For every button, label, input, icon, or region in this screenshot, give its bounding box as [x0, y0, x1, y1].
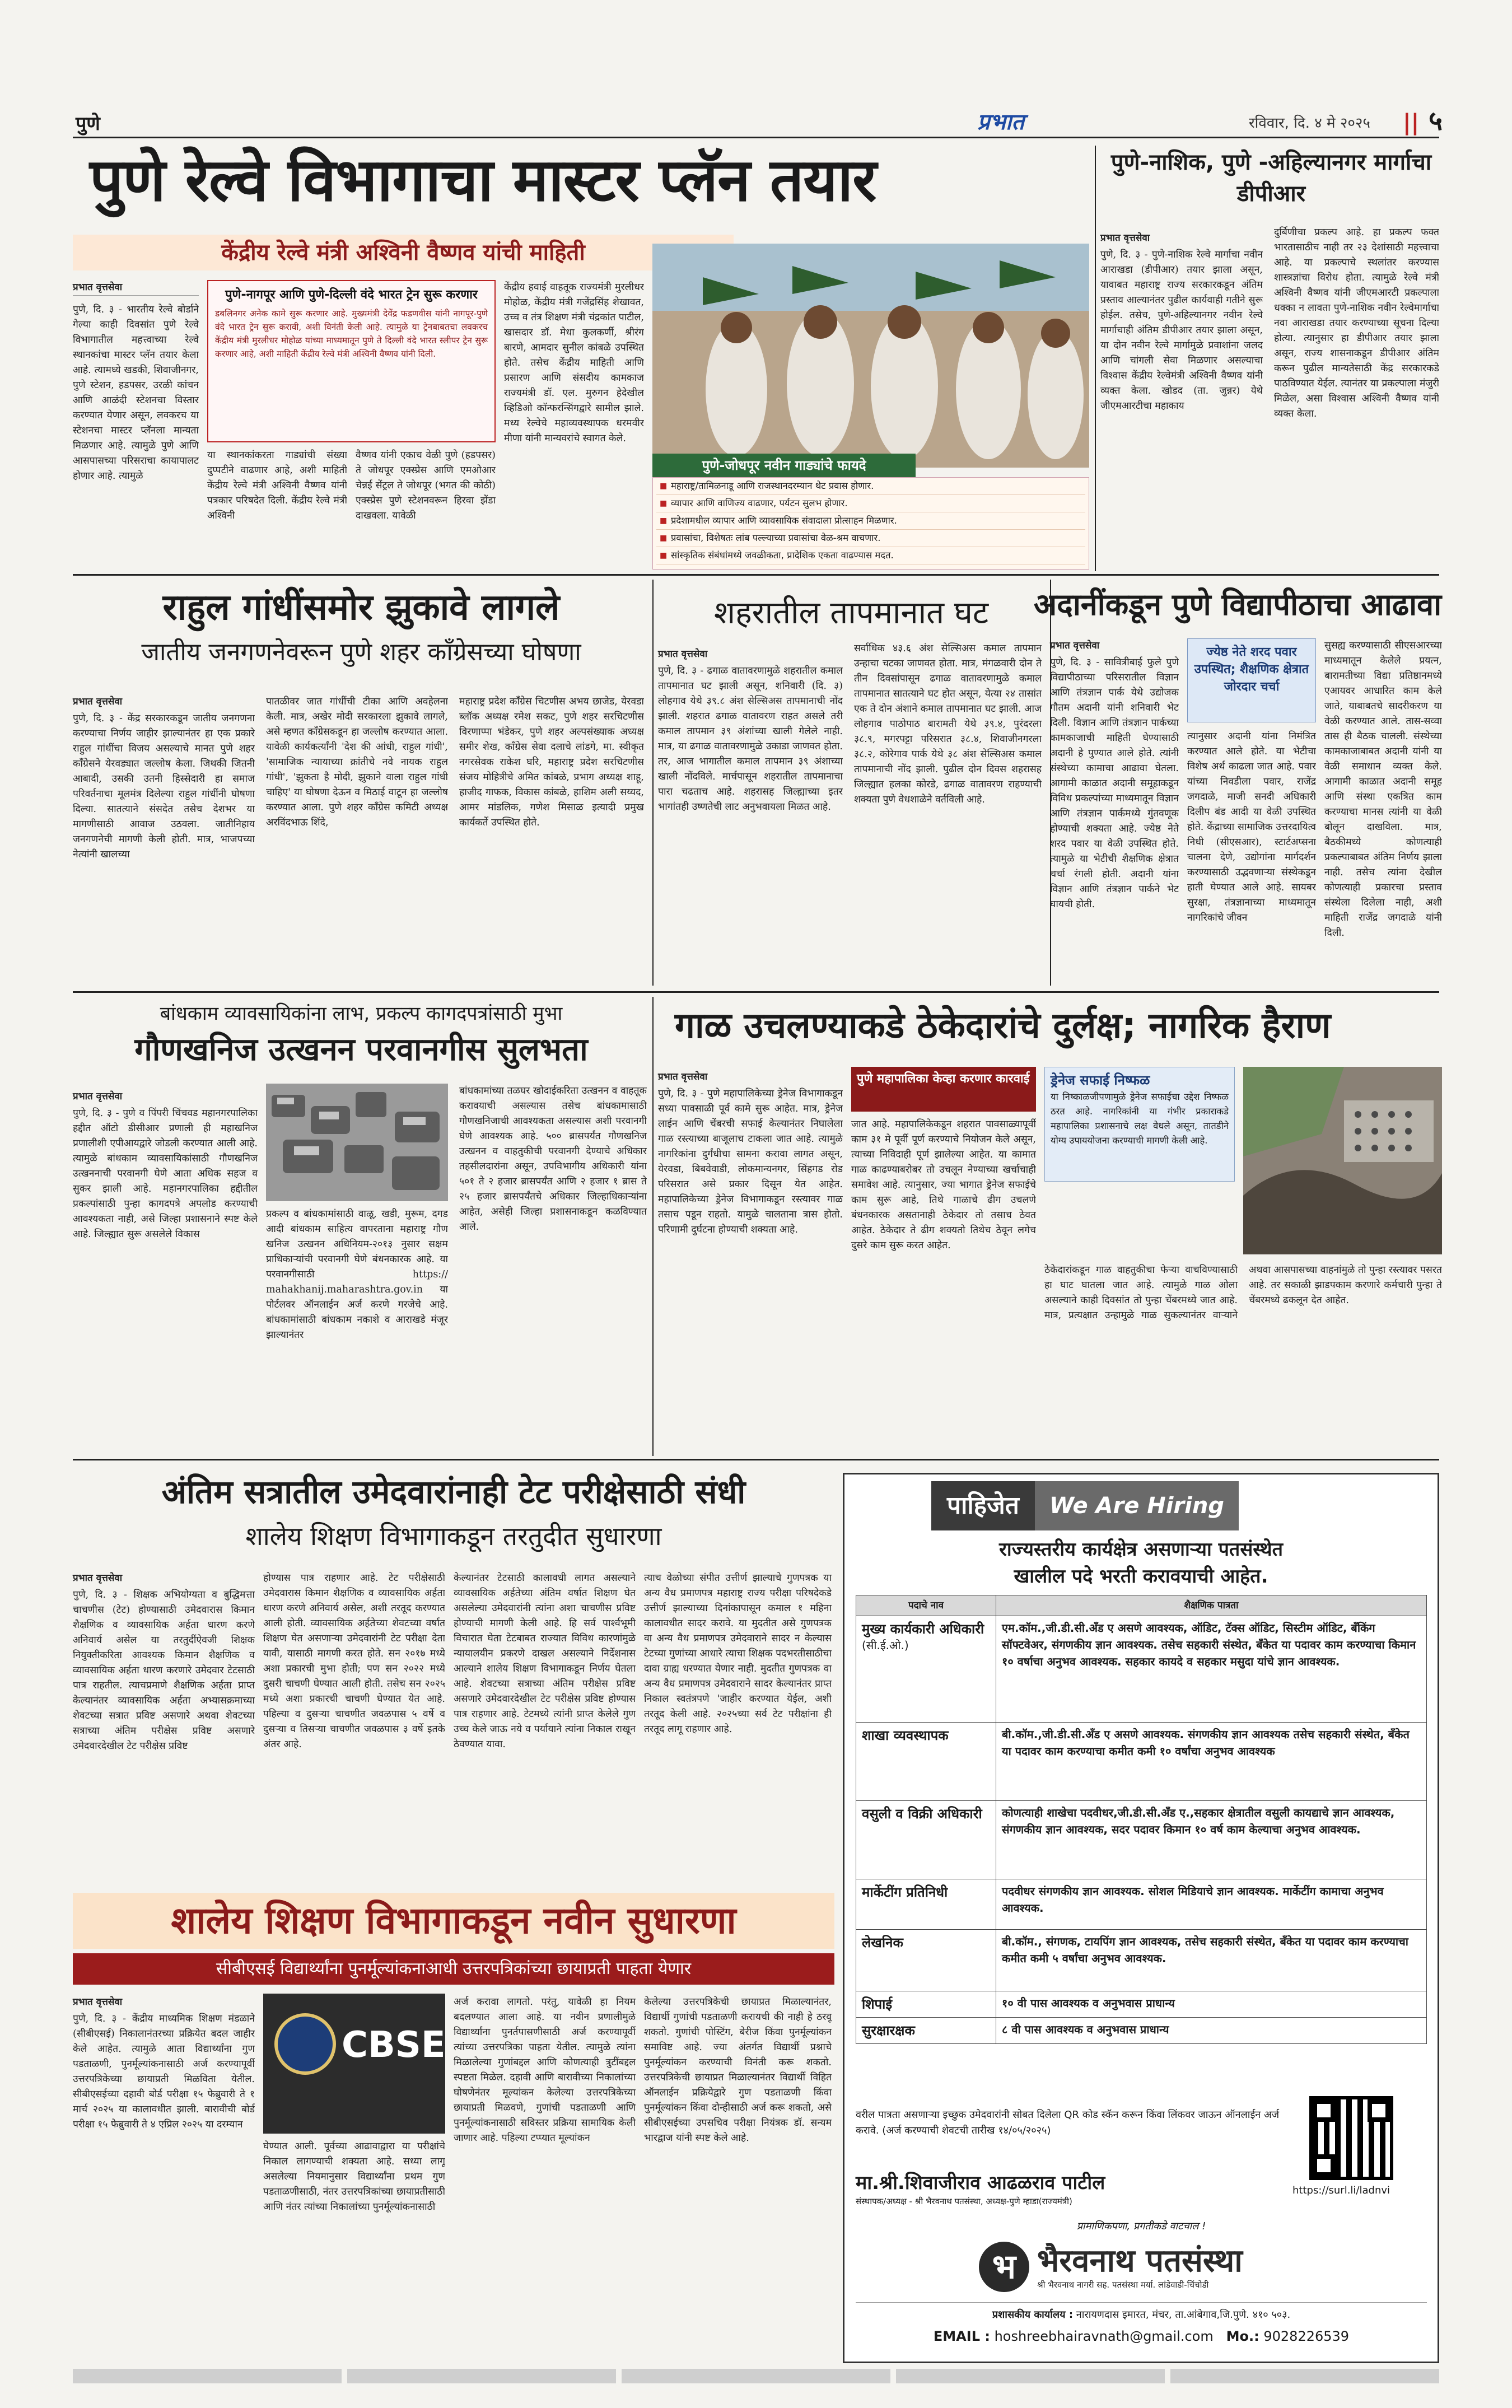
byline: प्रभात वृत्तसेवा [658, 1071, 708, 1082]
badge-marathi: पाहिजेत [931, 1481, 1035, 1530]
story-pune-nashik-dpr [1100, 147, 1442, 572]
post-qualification: १० वी पास आवश्यक व अनुभवास प्राधान्य [996, 1991, 1427, 2018]
post-qualification: एम.कॉम.,जी.डी.सी.ॲंड ए असणे आवश्यक, ऑडिट, टॅक्स ऑडिट, सिस्टीम ऑडिट, बँकिंग सॉफ्टवेअर, संगणकीय ज्ञान आवश्यक. तसेच सहकारी संस्थेत, बँकेत या पदावर काम करण्याचा किमान १० वर्षाचा अनुभव आवश्यक. सहकार कायदे व सहकार मसुदा यांचे ज्ञान आवश्यक. [996, 1616, 1427, 1723]
byline: प्रभात वृत्तसेवा [73, 696, 123, 707]
column-3: महाराष्ट्र प्रदेश काँग्रेस चिटणीस अभय छाजेड, येरवडा ब्लॉक अध्यक्ष रमेश सकट, पुणे शहर सरचिटणीस विरणाप्पा भंडेकर, पुणे शहर अल्पसंख्याक अध्यक्ष समीर शेख, काँग्रेस सेवा दलाचे लांडगे, मा. स्वीकृत नगरसेवक राकेश घरि, महाराष्ट्र प्रदेश सरचिटणीस संजय मोहित्रीचे अमित कांबळे, प्रभाग अध्यक्ष शाहू, हाजीद गाफक, विकास कांबळे, हाशिम अली सय्यद, आमर मांडलिक, गणेश मिसाळ इत्यादी प्रमुख कार्यकर्ते उपस्थित होते. [459, 696, 644, 828]
section-label: पुणे [76, 113, 100, 135]
column-2: जात आहे. महापालिकेकडून शहरात पावसाळ्यापूर्वी काम ३१ मे पूर्वी पूर्ण करण्याचे नियोजन केले असून, त्याच्या निविदाही पूर्ण झालेल्या आहेत. या कामात गाळ काढण्याबरोबर तो उचलून नेण्याच्या खर्चाचाही समावेश आहे. त्यानुसार, ज्या भागात ड्रेनेज सफाईचे काम सुरू आहे, तिथे गाळाचे ढीग उचलणे बंधनकारक असतानाही ठेकेदार तो तसाच ठेवत आहेत. ठेकेदार ते ढीग शक्यतो तिथेच ठेवून लगेच दुसरे काम सुरू करत आहेत. [851, 1119, 1036, 1251]
boxed-sharad-pawar [1187, 638, 1316, 722]
post-qualification: बी.कॉम.,जी.डी.सी.ॲंड ए असणे आवश्यक. संगणकीय ज्ञान आवश्यक तसेच सहकारी संस्थेत, बँकेत या पदावर काम करण्याचा कमीत कमी १० वर्षांचा अनुभव आवश्यक [996, 1723, 1427, 1801]
page-number: || ५ [1403, 105, 1443, 137]
column-1: पुणे, दि. ३ - पुणे महापालिकेच्या ड्रेनेज विभागाकडून सध्या पावसाळी पूर्व कामे सुरू आहेत. मात्र, ड्रेनेज लाईन आणि चेंबरची सफाई केल्यानंतर निघालेला गाळ रस्त्याच्या बाजूलाच टाकला जात आहे. त्यामुळे नागरिकांना दुर्गंधीचा सामना करावा लागत असून, येरवडा, बिबवेवाडी, लोकमान्यनगर, सिंहगड रोड परिसरात असे प्रकार दिसून येत आहेत. महापालिकेच्या ड्रेनेज विभागाकडून रस्त्यावर गाळ तसाच पडून राहतो. यामुळे चालताना त्रास होतो. परिणामी दुर्घटना होण्याची शक्यता आहे. [658, 1088, 843, 1235]
column-4: त्याच वेळोच्या संपीत उत्तीर्ण झाल्याचे गुणपत्रक या अन्य वैध प्रमाणपत्र महाराष्ट्र राज्य परीक्षा परिषदेकडे उत्तीर्ण झाल्याच्या दिनांकापासून कमाल १ महिना कालावधीत सादर करावे. या मुदतीत असे गुणपत्रक वा अन्य वैध प्रमाणपत्र उमेदवाराने सादर न केल्यास टेटच्या गुणांच्या आधारे त्याचा शिक्षक पदभरतीसाठीचा दावा ग्राह्य धरण्यात येणार नाही. मुदतीत गुणपत्रक वा अन्य वैध प्रमाणपत्र उमेदवाराने सादर केल्यानंतर प्राप्त निकाल स्वतंत्रपणे 'जाहीर करण्यात येईल, अशी तरतूद केली आहे. २०२५च्या सर्व टेट परीक्षांना ही तरतूद लागू राहणार आहे. [644, 1572, 832, 1735]
post-sub: (सी.ई.ओ.) [862, 1639, 909, 1652]
table-row [856, 2018, 1427, 2044]
column-1: पुणे, दि. ३ - ढगाळ वातावरणामुळे शहरातील कमाल तापमानात घट झाली असून, शनिवारी (दि. ३) लोहगाव येथे ३९.८ अंश सेल्सिअस तापमानाची नोंद झाली. शहरात ढगाळ वातावरण राहत असले तरी कमाल तापमान ३९ अंशांच्या खाली गेलेले नाही. मात्र, या ढगाळ वातावरणामुळे उकाडा जाणवत होता. तर, आज भागातील कमाल तापमान ३९ अंशाच्या खाली नोंदविले. मार्चपासून शहरातील तापमानाचा पारा चढताच आहे. शहरासह जिल्ह्याच्या इतर भागांतही उष्णतेची लाट अनुभवायला मिळत आहे. [658, 665, 843, 813]
column-3: अर्ज करावा लागतो. परंतु, यावेळी हा नियम बदलण्यात आला आहे. या नवीन प्रणालीमुळे विद्यार्थ्यांना पुनर्तपासणीसाठी अर्ज करण्यापूर्वी त्यांच्या उत्तरपत्रिका पाहता येतील. त्यामुळे त्यांना मिळालेल्या गुणांबद्दल आणि कोणत्याही त्रुटींबद्दल स्पष्टता मिळेल. दहावी आणि बारावीच्या निकालांच्या घोषणेनंतर मूल्यांकन केलेल्या उत्तरपत्रिकेच्या छायाप्रती मिळवणे, गुणांची पडताळणी आणि पुनर्मूल्यांकनासाठी सविस्तर प्रक्रिया सामायिक केली जाणार आहे. पहिल्या टप्प्यात मूल्यांकन [454, 1996, 636, 2144]
story-minor-mineral [73, 1000, 650, 1453]
post-qualification: पदवीधर संगणकीय ज्ञान आवश्यक. सोशल मिडियाचे ज्ञान आवश्यक. मार्केटींग कामाचा अनुभव आवश्यक. [996, 1879, 1427, 1930]
column-4: केंद्रीय हवाई वाहतूक राज्यमंत्री मुरलीधर मोहोळ, केंद्रीय मंत्री गजेंद्रसिंह शेखावत, उच्च व तंत्र शिक्षण मंत्री चंद्रकांत पाटील, खासदार डॉ. मेधा कुलकर्णी, श्रीरंग बारणे, आमदार सुनील कांबळे उपस्थित होते. तसेच केंद्रीय माहिती आणि प्रसारण आणि संसदीय कामकाज राज्यमंत्री डॉ. एल. मुरुगन हेदेखील व्हिडिओ कॉन्फरन्सिंगद्वारे सामील झाले. मध्य रेल्वेचे महाव्यवस्थापक धरमवीर मीणा यांनी मान्यवरांचे स्वागत केले. [504, 282, 644, 444]
column-3: सुसह्य करण्यासाठी सीएसआरच्या माध्यमातून केलेले प्रयत्न, बारामतीच्या विद्या प्रतिष्ठानमध्ये एआयवर आधारित काम केले जाते, याबाबतचे सादरीकरण या वेळी करण्यात आले. तास-सव्वा तास ही बैठक चालली. संस्थेच्या कामकाजाबाबत अदानी यांनी या वेळी समाधान व्यक्त केले. आगामी काळात अदानी समूह आणि संस्था एकत्रित काम करण्याचा मानस त्यांनी या वेळी बोलून दाखविला. मात्र, बैठकीमध्ये कोणत्याही प्रकल्पाबाबत अंतिम निर्णय झाला नाही. तसेच त्यांना देखील कोणत्याही प्रकारचा प्रस्ताव संस्थेला दिलेला नाही, अशी माहिती राजेंद्र जगदाळे यांनी दिली. [1324, 640, 1442, 939]
headline: अंतिम सत्रातील उमेदवारांनाही टेट परीक्षेसाठी संधी [161, 1473, 746, 1511]
jobs-table-wrap [856, 1595, 1427, 2044]
photo-illustration [652, 244, 1089, 468]
table-row [856, 1801, 1427, 1879]
post-qualification: बी.कॉम., संगणक, टायपिंग ज्ञान आवश्यक, तसेच सहकारी संस्थेत, बँकेत या पदावर काम करण्याचा कमीत कमी ५ वर्षांचा अनुभव आवश्यक. [996, 1930, 1427, 1991]
story-railway-masterplan [73, 143, 1098, 568]
headline: अदानींकडून पुणे विद्यापीठाचा आढावा [1033, 587, 1442, 622]
headline: पुणे-नाशिक, पुणे -अहिल्यानगर मार्गाचा डीपीआर [1110, 150, 1432, 207]
byline: प्रभात वृत्तसेवा [73, 282, 123, 293]
subhead: केंद्रीय रेल्वे मंत्री अश्विनी वैष्णव यांची माहिती [221, 240, 585, 265]
post-name: वसुली व विक्री अधिकारी [856, 1801, 996, 1879]
story-rahul-gandhi [73, 582, 650, 986]
column-4: केलेल्या उत्तरपत्रिकेची छायाप्रत मिळाल्यानंतर, विद्यार्थी गुणांची पडताळणी करायची की नाही हे ठरवू शकतो. गुणांची पोस्टिंग, बेरीज किंवा पुनर्मूल्यांकन समाविष्ट आहे. ज्या अंतर्गत विद्यार्थी प्रश्नाचे पुनर्मूल्यांकन करण्याची विनंती करू शकतो. उत्तरपत्रिकेची छायाप्रत मिळाल्यानंतर विद्यार्थी विहित ऑनलाईन प्रक्रियेद्वारे गुण पडताळणी किंवा पुनर्मूल्यांकन किंवा दोन्हीसाठी अर्ज करू शकतो, असे सीबीएसईच्या उपसचिव परीक्षा नियंत्रक डॉ. सन्यम भारद्वाज यांनी स्पष्ट केले आहे. [644, 1996, 832, 2144]
ad-contact [856, 2328, 1427, 2344]
byline: प्रभात वृत्तसेवा [1050, 640, 1100, 651]
post-name: शिपाई [856, 1991, 996, 2018]
headline: शहरातील तापमानात घट [713, 595, 989, 631]
post-name: मार्केटींग प्रतिनिधी [856, 1879, 996, 1930]
jobs-table [856, 1595, 1427, 2044]
column-3: केल्यानंतर टेटसाठी कालावधी लागत असल्याने व्यावसायिक अर्हतेच्या अंतिम वर्षात शिक्षण घेत असलेल्या उमेदवारांनी त्यांना अशा चाचणीस प्रविष्ट होण्याची मागणी केली आहे. हि सर्व पार्श्वभूमी विचारात घेता टेटबाबत राज्यात विविध कारणांमुळे न्यायालयीन प्रकरणे दाखल असल्याने निर्देशनास आल्याने शालेय शिक्षण विभागाकडून निर्णय घेतला आहे. शेवटच्या सत्राच्या अंतिम परीक्षेस प्रविष्ट असणारे उमेदवारदेखील टेट परीक्षेस प्रविष्ट होण्यास पात्र राहणार आहे. टेटमध्ये त्यांनी प्राप्त केलेले गुण उच्च केले जाऊ नये व पर्यायाने त्यांना निकाल राखून ठेवण्यात यावा. [454, 1572, 636, 1750]
col-header-qualification: शैक्षणिक पात्रता [996, 1595, 1427, 1616]
silt-heap-photo [1243, 1067, 1442, 1254]
post-name: सुरक्षारक्षक [856, 2018, 996, 2044]
headline: पुणे रेल्वे विभागाचा मास्टर प्लॅन तयार [90, 146, 876, 214]
headline: राहुल गांधींसमोर झुकावे लागले [162, 587, 560, 628]
page-header [0, 0, 1512, 137]
benefits-list [652, 477, 1089, 570]
ad-note: वरील पात्रता असणाऱ्या इच्छुक उमेदवारांनी सोबत दिलेला QR कोड स्कॅन करून किंवा लिंकवर जाऊन ऑनलाईन अर्ज करावे. (अर्ज करण्याची शेवटची तारीख १४/०५/२०२५) [856, 2109, 1280, 2136]
column-1: पुणे, दि. ३ - भारतीय रेल्वे बोर्डाने गेल्या काही दिवसांत पुणे रेल्वे विभागातील महत्त्वाच्या रेल्वे स्थानकांचा मास्टर प्लॅन तयार केला आहे. त्यामध्ये खडकी, शिवाजीनगर, पुणे स्टेशन, हडपसर, उरळी कांचन आणि आळंदी स्टेशनचा विस्तार करण्यात येणार असून, लवकरच या स्टेशनचा मास्टर प्लॅनला मान्यता मिळणार आहे. त्यामुळे पुणे आणि आसपासच्या परिसराचा कायापालट होणार आहे. त्यामुळे [73, 304, 199, 482]
box-text: डबलिनगर अनेक कामे सुरू करणार आहे. मुख्यमंत्री देवेंद्र फडणवीस यांनी नागपूर-पुणे वंदे भारत ट्रेन सुरू करावी, अशी विनंती केली आहे. त्यामुळे या ट्रेनबाबतचा लवकरच केंद्रीय मंत्री मुरलीधर मोहोळ यांच्या माध्यमातून पुणे ते दिल्ली वंदे भारत स्लीपर ट्रेन सुरू करणार आहे, अशी माहिती केंद्रीय रेल्वे मंत्री अश्विनी वैष्णव यांनी दिली. [215, 309, 488, 359]
ad-title-line1: राज्यस्तरीय कार्यक्षेत्र असणाऱ्या पतसंस्थेत [999, 1538, 1283, 1561]
column-2: दुर्बिणीचा प्रकल्प आहे. हा प्रकल्प फक्त भारतासाठीच नाही तर २३ देशांसाठी महत्त्वाचा आहे. या प्रकल्पाचे स्थलांतर करण्यास शास्त्रज्ञांचा विरोध होता. त्यामुळे रेल्वे मंत्री अश्विनी वैष्णव यांनी जीएमआरटी प्रकल्पाला धक्का न लावता पुणे-नाशिक नवीन रेल्वेमार्गाचा नवा आराखडा तयार करण्याच्या सूचना दिल्या होत्या. त्यानुसार हा डीपीआर तयार झाला असून, राज्य शासनाकडून डीपीआर अंतिम करून पुढील मान्यतेसाठी केंद्र सरकारकडे पाठविण्यात येईल. त्यानंतर या प्रकल्पाला मंजुरी मिळेल, असा विश्वास अश्विनी वैष्णव यांनी व्यक्त केला. [1274, 227, 1439, 419]
cbse-emblem-icon [274, 2013, 336, 2075]
boxed-corporation-action [851, 1067, 1036, 1112]
benefit-item: ■ सांस्कृतिक संबंधांमध्ये जवळीकता, प्रादेशिक एकता वाढण्यास मदत. [656, 547, 1085, 564]
box-title: पुणे महापालिका केव्हा करणार कारवाई [857, 1072, 1030, 1086]
column-2: घेण्यात आली. पूर्वच्या आढावाद्वारा या परीक्षांचे निकाल लागण्याची शक्यता आहे. सध्या लागू असलेल्या नियमानुसार विद्यार्थ्यांना प्रथम गुण पडताळणीसाठी, नंतर उत्तरपत्रिकांच्या छायाप्रतीसाठी आणि नंतर त्यांच्या निकालांच्या पुनर्मूल्यांकनासाठी [263, 2141, 445, 2213]
table-row [856, 1616, 1427, 1723]
byline: प्रभात वृत्तसेवा [1100, 232, 1150, 244]
byline: प्रभात वृत्तसेवा [73, 1091, 123, 1102]
photo-caption-bar [652, 454, 916, 477]
column-2: सर्वाधिक ४३.६ अंश सेल्सिअस कमाल तापमान उन्हाचा चटका जाणवत होता. मात्र, मंगळवारी दोन ते तीन दिवसांपासून ढगाळ वातावरणामुळे कमाल तापमानात सातत्याने घट होत असून, येत्या २४ तासांत एक ते दोन अंशाने कमाल तापमानात घट झाली. आज लोहगाव पाठोपाठ बारामती येथे ३९.४, पुरंदरला ३८.९, मगरपट्टा परिसरात ३८.४, शिवाजीनगरला ३८.२, कोरेगाव पार्क येथे ३८ अंश सेल्सिअस कमाल तापमानाची नोंद झाली. पुढील दोन दिवस शहरासह जिल्ह्यात हलका कोरडे, ढगाळ वातावरण राहण्याची शक्यता पुणे वेधशाळेने वर्तविली आहे. [854, 643, 1042, 805]
qr-code[interactable] [1309, 2096, 1393, 2180]
email-value[interactable]: hoshreebhairavnath@gmail.com [994, 2328, 1214, 2344]
date-line: रविवार, दि. ४ मे २०२५ [1249, 115, 1370, 132]
founder-title: संस्थापक/अध्यक्ष - श्री भैरवनाथ पतसंस्था, अध्यक्ष-पुणे म्हाडा(राज्यमंत्री) [856, 2196, 1072, 2206]
cbse-logo [263, 1994, 445, 2134]
ad-title-line2: खालील पदे भरती करावयाची आहेत. [1014, 1565, 1268, 1588]
column-2: होण्यास पात्र राहणार आहे. टेट परीक्षेसाठी उमेदवारास किमान शैक्षणिक व व्यावसायिक अर्हता धारण करणे अनिवार्य असेल, अशी तरतूद करण्यात आली होती. व्यावसायिक अर्हतेच्या शेवटच्या वर्षात शिक्षण घेत असणाऱ्या उमेदवारांनी टेट परीक्षा देता यावी, यासाठी मागणी करत होते. सन २०१७ मध्ये अशा प्रकारची मुभा होती; पण सन २०२२ मध्ये दुसरी चाचणी घेण्यात आली होती. तसेच सन २०२५ मध्ये अशा प्रकारची चाचणी घेण्यात येत आहे. पहिल्या व दुसऱ्या चाचणीत जवळपास ५ वर्षे व दुसऱ्या व तिसऱ्या चाचणीत जवळपास ३ वर्षे इतके अंतर आहे. [263, 1572, 445, 1750]
jobs-table-header [856, 1595, 1427, 1616]
subhead-band [73, 1953, 834, 1985]
boxed-vande-bharat [207, 280, 496, 442]
address-text: नारायणदास इमारत, मंचर, ता.आंबेगाव,जि.पुणे. ४१० ५०३. [1076, 2309, 1291, 2321]
kicker: बांधकाम व्यावसायिकांना लाभ, प्रकल्प कागदपत्रांसाठी मुभा [160, 1002, 563, 1025]
photo-caption: पुणे-जोधपूर नवीन गाड्यांचे फायदे [702, 458, 866, 473]
subhead: सीबीएसई विद्यार्थ्यांना पुनर्मूल्यांकनाआधी उत्तरपत्रिकांच्या छायाप्रती पाहता येणार [216, 1959, 692, 1978]
org-sub: श्री भैरवनाथ नागरी सह. पतसंस्था मर्या. लांडेवाडी-चिंचोडी [1037, 2280, 1209, 2290]
address-label: प्रशासकीय कार्यालय : [992, 2309, 1074, 2321]
box-title: ड्रेनेज सफाई निष्फळ [1051, 1072, 1150, 1088]
byline: प्रभात वृत्तसेवा [73, 1572, 123, 1584]
mobile-value[interactable]: 9028226539 [1263, 2328, 1350, 2344]
stone-quarry-photo [266, 1084, 448, 1201]
motto: प्रामाणिकपणा, प्रगतीकडे वाटचाल ! [1076, 2220, 1206, 2232]
subhead: शालेय शिक्षण विभागाकडून तरतुदीत सुधारणा [245, 1521, 662, 1551]
founder-name: मा.श्री.शिवाजीराव आढळराव पाटील [856, 2172, 1105, 2194]
story-silt-removal [658, 1000, 1442, 1453]
boxed-drainage-futile [1044, 1067, 1235, 1182]
column-1: पुणे, दि. ३ - पुणे-नाशिक रेल्वे मार्गाचा नवीन आराखडा (डीपीआर) तयार झाला असून, यावाबत महाराष्ट्र राज्य सरकारकडून अंतिम प्रस्ताव आल्यानंतर पुढील कार्यवाही गतीने सुरू होईल. तसेच, पुणे-अहिल्यानगर नवीन रेल्वे मार्गाचाही अंतिम डीपीआर तयार झाला असून, या दोन नवीन रेल्वे मार्गामुळे प्रवाशांना जलद आणि चांगली सेवा मिळणार असल्याचा विश्वास केंद्रीय रेल्वेमंत्री अश्विनी वैष्णव यांनी व्यक्त केला. खोडद (ता. जुन्नर) येथे जीएमआरटीचा महाकाय [1100, 249, 1263, 412]
story-adani-university [1033, 582, 1442, 986]
table-row [856, 1879, 1427, 1930]
column-1: पुणे, दि. ३ - शिक्षक अभियोग्यता व बुद्धिमत्ता चाचणीस (टेट) होण्यासाठी उमेदवारास किमान शैक्षणिक व व्यावसायिक अर्हता धारण करणे अनिवार्य असेल या तरतुदींऐवजी शिक्षक नियुक्तीकरिता आवश्यक किमान शैक्षणिक व व्यावसायिक अर्हता धारण करणारे उमेदवार टेटसाठी पात्र राहतील. त्याचप्रमाणे शैक्षणिक अर्हता प्राप्त केल्यानंतर व्यावसायिक अर्हता अभ्यासक्रमाच्या शेवटच्या सत्रात प्रविष्ट असणारे अथवा शेवटच्या सत्राच्या अंतिम परीक्षेस प्रविष्ट असणारे उमेदवारदेखील टेट परीक्षेस प्रविष्ट [73, 1589, 255, 1752]
story-tet-exam [73, 1467, 834, 1882]
cbse-logo-text: CBSE [342, 2024, 446, 2066]
byline: प्रभात वृत्तसेवा [658, 648, 708, 660]
badge-english: We Are Hiring [1035, 1481, 1239, 1530]
ad-title [844, 1536, 1438, 1590]
column-3: बांधकामांच्या तळघर खोदाईकरिता उत्खनन व वाहतूक करावयाची असल्यास तसेच बांधकामासाठी गौणखनिजाची आवश्यकता असल्यास अशी परवानगी घेणे आवश्यक आहे. ५०० ब्रासपर्यंत गौणखनिज उत्खनन व वाहतुकीची परवानगी देण्याचे अधिकार तहसीलदारांना असून, उपविभागीय अधिकारी यांना ५०१ ते २ हजार ब्रासपर्यंत आणि २ हजार १ ब्रास ते २५ हजार ब्रासपर्यंतचे अधिकार जिल्हाधिकाऱ्यांना आहेत, असेही जिल्हा प्रशासनाकडून कळविण्यात आले. [459, 1085, 647, 1233]
photo-illustration [1243, 1067, 1442, 1254]
subhead: जातीय जनगणनेवरून पुणे शहर काँग्रेसच्या घोषणा [141, 638, 581, 666]
headline: गौणखनिज उत्खनन परवानगीस सुलभता [134, 1032, 588, 1068]
hiring-advertisement [843, 1473, 1439, 2363]
column-2: या स्थानकांकरता गाड्यांची संख्या दुप्पटीने वाढणार आहे, अशी माहिती केंद्रीय रेल्वे मंत्री अश्विनी वैष्णव यांनी पत्रकार परिषदेत दिली. केंद्रीय रेल्वे मंत्री अश्विनी [207, 450, 347, 521]
qr-link[interactable]: https://surl.li/ladnvi [1292, 2185, 1390, 2196]
post-qualification: कोणत्याही शाखेचा पदवीधर,जी.डी.सी.ॲंड ए.,सहकार क्षेत्रातील वसुली कायद्याचे ज्ञान आवश्यक, संगणकीय ज्ञान आवश्यक, सदर पदावर किमान १० वर्ष काम केल्याचा अनुभव आवश्यक. [996, 1801, 1427, 1879]
benefit-item: ■ व्यापार आणि वाणिज्य वाढणार, पर्यटन सुलभ होणार. [656, 495, 1085, 512]
benefit-item: ■ प्रवासांचा, विशेषतः लांब पल्ल्याच्या प्रवासांचा वेळ-श्रम वाचणार. [656, 530, 1085, 547]
column-3: वैष्णव यांनी एकाच वेळी पुणे (हडपसर) ते जोधपूर एक्स्प्रेस आणि एमओआर चेन्नई सेंट्रल ते जोधपूर (भगत की कोठी) एक्स्प्रेस पुणे स्टेशनवरून हिरवा झेंडा दाखवला. यावेळी [356, 450, 496, 521]
column-2: पातळीवर जात गांधींची टीका आणि अवहेलना केली. मात्र, अखेर मोदी सरकारला झुकावे लागले, असे म्हणत काँग्रेसकडून हा जल्लोष करण्यात आला. यावेळी कार्यकर्त्यांनी 'देश की आंधी, राहुल गांधी', 'सामाजिक न्यायाच्या क्रांतीचे नवे नायक राहुल गांधी', 'झुकता है मोदी, झुकाने वाला राहुल गांधी चाहिए' या घोषणा देऊन व मिठाई वाटून हा जल्लोष करण्यात आला. पुणे शहर काँग्रेस कमिटी अध्यक्ष अरविंदभाऊ शिंदे, [266, 696, 448, 828]
story-temperature-drop [658, 591, 1044, 986]
benefit-item: ■ महाराष्ट्र/तामिळनाडू आणि राजस्थानदरम्यान थेट प्रवास होणार. [656, 478, 1085, 495]
column-1: पुणे, दि. ३ - सावित्रीबाई फुले पुणे विद्यापीठाच्या परिसरातील विज्ञान आणि तंत्रज्ञान पार्क येथे उद्योजक गौतम अदानी यांनी शनिवारी भेट दिली. विज्ञान आणि तंत्रज्ञान पार्कच्या कामकाजाची माहिती घेण्यासाठी अदानी हे पुण्यात आले होते. त्यांनी संस्थेच्या कामाचा आढावा घेतला. आगामी काळात अदानी समूहाकडून विविध प्रकल्पांच्या माध्यमातून विज्ञान आणि तंत्रज्ञान पार्कमध्ये गुंतवणूक होण्याची शक्यता आहे. ज्येष्ठ नेते शरद पवार या वेळी उपस्थित होते. त्यामुळे या भेटीची शैक्षणिक क्षेत्रात चर्चा रंगली होती. अदानी यांना विज्ञान आणि तंत्रज्ञान पार्कने भेट घायची होती. [1050, 657, 1179, 910]
headline: गाळ उचलण्याकडे ठेकेदारांचे दुर्लक्ष; नागरिक हैराण [675, 1005, 1331, 1047]
mobile-label: Mo.: [1226, 2328, 1259, 2344]
table-row [856, 1930, 1427, 1991]
footer-rule [73, 2369, 1439, 2383]
post-name: शाखा व्यवस्थापक [856, 1723, 996, 1801]
photo-illustration [266, 1084, 448, 1201]
email-label: EMAIL : [933, 2328, 990, 2344]
column-3: ठेकेदारांकडून गाळ वाहतुकीचा फेऱ्या वाचविण्यासाठी हा घाट घातला जात आहे. त्यामुळे गाळ ओला असल्याने काही दिवसांत तो पुन्हा चेंबरमध्ये जात आहे. मात्र, प्रत्यक्षात उन्हामुळे गाळ सुकल्यानंतर वाऱ्याने अथवा आसपासच्या वाहनांमुळे तो पुन्हा रस्त्यावर पसरत आहे. तर सकाळी झाडपकाम करणारे कर्मचारी पुन्हा ते चेंबरमध्ये ढकलून देत आहेत. [1044, 1264, 1442, 1321]
column-1: पुणे, दि. ३ - पुणे व पिंपरी चिंचवड महानगरपालिका हद्दीत ऑटो डीसीआर प्रणाली ही महाखनिज प्रणालीशी एपीआयद्वारे जोडली करण्यात आली आहे. त्यामुळे बांधकाम व्यावसायिकांसाठी गौणखनिज उत्खननाची परवानगी घेणे आता अधिक सहज व सुकर झाली आहे. महानगरपालिका हद्दीतील प्रकल्पांसाठी पुन्हा कागदपत्रे अपलोड करण्याची आवश्यकता नाही, असे जिल्हा प्रशासनाने स्पष्ट केले आहे. जिल्ह्यात सुरू असलेले विकास [73, 1108, 258, 1240]
org-name: भैरवनाथ पतसंस्था [1037, 2243, 1243, 2279]
column-2: त्यानुसार अदानी यांना निमंत्रित करण्यात आले होते. या भेटीचा विशेष अर्थ काढला जात आहे. पवार यांच्या निवडीला पवार, राजेंद्र जगदाळे, माजी सनदी अधिकारी दिलीप बंड आदी या वेळी उपस्थित होते. केंद्राच्या सामाजिक उत्तरदायित्व निधी (सीएसआर), स्टार्टअप्सना चालना देणे, उद्योगांना मार्गदर्शन करण्यासाठी उद्भवणाऱ्या संस्थेकडून हाती घेण्यात आले आहे. सायबर सुरक्षा, तंत्रज्ञानाच्या माध्यमातून नागरिकांचे जीवन [1187, 731, 1316, 923]
box-title: ज्येष्ठ नेते शरद पवार उपस्थित; शैक्षणिक क्षेत्रात जोरदार चर्चा [1194, 645, 1309, 694]
table-row [856, 1723, 1427, 1801]
benefit-item: ■ प्रदेशामधील व्यापार आणि व्यावसायिक संवादाला प्रोत्साहन मिळणार. [656, 512, 1085, 530]
column-1: पुणे, दि. ३ - केंद्र सरकारकडून जातीय जनगणना करण्याचा निर्णय जाहीर झाल्यानंतर हा एक प्रकारे राहुल गांधींचा विजय असल्याचे मानत पुणे शहर काँग्रेसने येरवड्यात जल्लोष केला. जिथकी जितनी आबादी, उसकी उतनी हिस्सेदारी हा समाज परिवर्तनाचा मूलमंत्र दिलेल्या राहुल गांधींनी घोषणा दिल्या. सातत्याने संसदेत तसेच देशभर या मागणीसाठी आवाज उठवला. जातीनिहाय जनगणनेची मागणी केली होती. मात्र, भाजपच्या नेत्यांनी खालच्या [73, 713, 255, 860]
column-2: प्रकल्प व बांधकामांसाठी वाळू, खडी, मुरूम, दगड आदी बांधकाम साहित्य वापरताना महाराष्ट्र गौण खनिज उत्खनन अधिनियम-२०१३ नुसार सक्षम प्राधिकाऱ्यांची परवानगी घेणे बंधनकारक आहे. या परवानगीसाठी https:// mahakhanij.maharashtra.gov.in या पोर्टलवर ऑनलाईन अर्ज करणे गरजेचे आहे. बांधकामांसाठी बांधकाम नकाशे व आराखडे मंजूर झाल्यानंतर [266, 1208, 448, 1341]
org-logo [979, 2236, 1315, 2298]
headline-band [73, 1893, 834, 1949]
ad-badge [931, 1481, 1239, 1530]
subhead-band [73, 235, 734, 270]
org-emblem-icon: भ [979, 2242, 1029, 2292]
post-name: लेखनिक [856, 1930, 996, 1991]
col-header-post: पदाचे नाव [856, 1595, 996, 1616]
post-qualification: ८ वी पास आवश्यक व अनुभवास प्राधान्य [996, 2018, 1427, 2044]
box-title: पुणे-नागपूर आणि पुणे-दिल्ली वंदे भारत ट्रेन सुरू करणार [225, 288, 478, 302]
ad-address [856, 2308, 1427, 2321]
masthead-logo: प्रभात [977, 109, 1025, 135]
story-cbse-reforms [73, 1893, 834, 2358]
box-text: या निष्काळजीपणामुळे ड्रेनेज सफाईचा उद्देश निष्फळ ठरत आहे. नागरिकांनी या गंभीर प्रकाराकडे महापालिका प्रशासनाचे लक्ष वेधले असून, तातडीने योग्य उपाययोजना करण्याची मागणी केली आहे. [1051, 1091, 1229, 1146]
post-name: मुख्य कार्यकारी अधिकारी [862, 1621, 984, 1637]
column-1: पुणे, दि. ३ - केंद्रीय माध्यमिक शिक्षण मंडळाने (सीबीएसई) निकालानंतरच्या प्रक्रियेत बदल जाहीर केले आहेत. त्यामुळे आता विद्यार्थ्यांना गुण पडताळणी, पुनर्मूल्यांकनासाठी अर्ज करण्यापूर्वी उत्तरपत्रिकेच्या छायाप्रती मिळविता येतील. सीबीएसईच्या दहावी बोर्ड परीक्षा १५ फेब्रुवारी ते १ मार्च २०२५ या कालावधीत झाली. बारावीची बोर्ड परीक्षा १५ फेब्रुवारी ते ४ एप्रिल २०२५ या दरम्यान [73, 2013, 255, 2130]
headline: शालेय शिक्षण विभागाकडून नवीन सुधारणा [171, 1899, 736, 1942]
flag-off-photo [652, 244, 1089, 468]
byline: प्रभात वृत्तसेवा [73, 1996, 123, 2008]
table-row [856, 1991, 1427, 2018]
